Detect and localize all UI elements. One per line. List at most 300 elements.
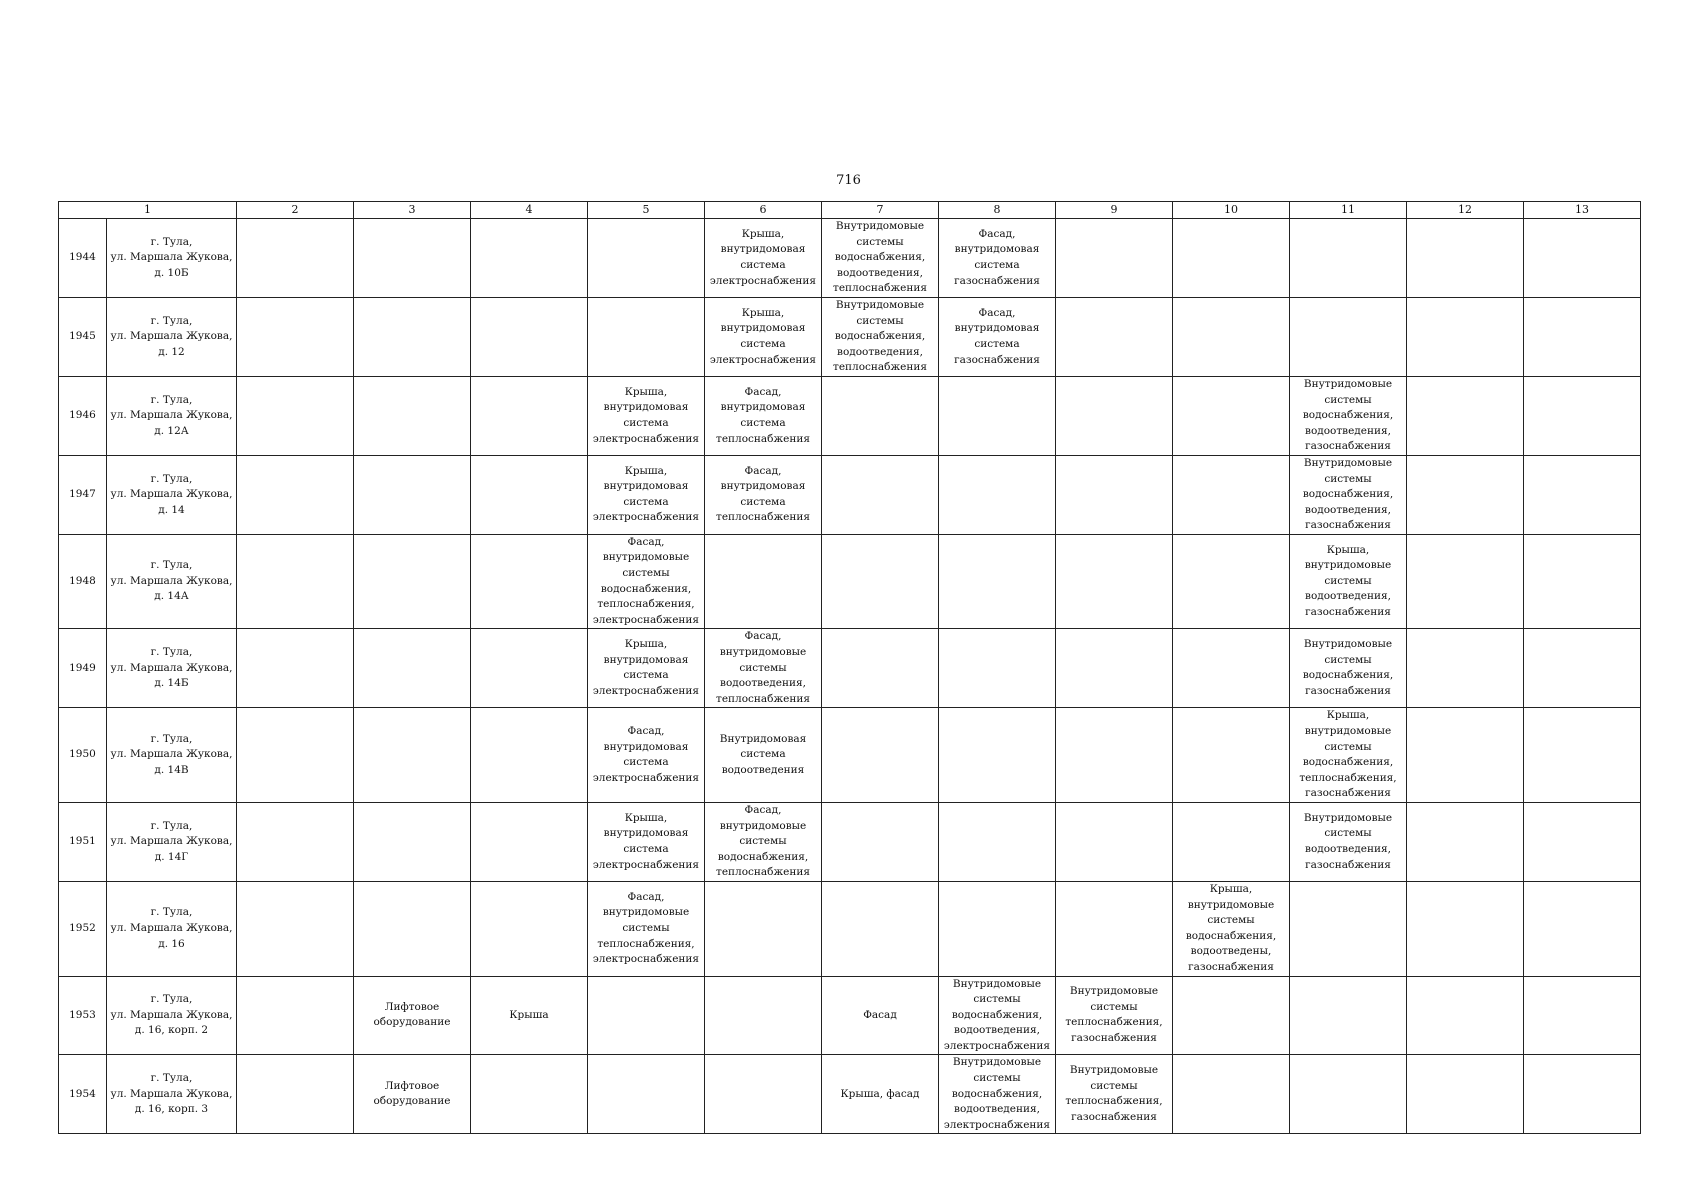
cell-col-3 xyxy=(354,297,471,376)
cell-col-10 xyxy=(1173,455,1290,534)
cell-col-9 xyxy=(1056,976,1173,1055)
cell-col-9 xyxy=(1056,881,1173,976)
address-line: д. 16, корп. 3 xyxy=(134,1103,209,1116)
cell-col-12 xyxy=(1407,629,1524,708)
cell-text-line: система xyxy=(623,756,669,769)
cell-col-7 xyxy=(822,802,939,881)
table-row xyxy=(59,219,1641,298)
cell-text-line: Крыша, xyxy=(1209,882,1253,895)
cell-text-line: система xyxy=(740,495,786,508)
cell-col-5 xyxy=(588,976,705,1055)
cell-col-3 xyxy=(354,629,471,708)
cell-text-line: оборудование xyxy=(373,1016,451,1029)
table-row xyxy=(59,802,1641,881)
cell-text-line: водоотведения, xyxy=(720,677,806,690)
cell-col-4 xyxy=(471,455,588,534)
cell-col-13 xyxy=(1524,802,1641,881)
column-header-6: 6 xyxy=(705,202,822,219)
cell-text-line: внутридомовые xyxy=(602,551,690,564)
table-row xyxy=(59,976,1641,1055)
column-header-10: 10 xyxy=(1173,202,1290,219)
cell-text-line: внутридомовая xyxy=(603,480,689,493)
cell-text-line: Фасад, xyxy=(744,464,782,477)
address-line: г. Тула, xyxy=(150,732,193,745)
cell-text-line: электроснабжения xyxy=(592,432,700,445)
cell-text-line: внутридомовые xyxy=(1304,559,1392,572)
cell-col-7 xyxy=(822,297,939,376)
cell-text-line: водоотведения, xyxy=(954,1103,1040,1116)
cell-text-line: системы xyxy=(1324,574,1372,587)
cell-text-line: система xyxy=(974,258,1020,271)
cell-col-7 xyxy=(822,881,939,976)
cell-text-line: электроснабжения xyxy=(943,1039,1051,1052)
cell-text-line: внутридомовая xyxy=(954,322,1040,335)
cell-col-9 xyxy=(1056,376,1173,455)
cell-col-2 xyxy=(237,1055,354,1134)
address-cell xyxy=(107,455,237,534)
cell-col-4 xyxy=(471,1055,588,1134)
cell-text-line: внутридомовые xyxy=(1304,725,1392,737)
column-header-13: 13 xyxy=(1524,202,1641,219)
table-row xyxy=(59,297,1641,376)
row-number: 1947 xyxy=(59,455,107,534)
cell-col-5 xyxy=(588,455,705,534)
cell-col-9 xyxy=(1056,455,1173,534)
address-line: ул. Маршала Жукова, xyxy=(110,835,233,848)
cell-text-line: водоотведения xyxy=(721,763,805,776)
cell-col-7 xyxy=(822,455,939,534)
cell-text-line: внутридомовая xyxy=(603,827,689,840)
cell-col-2 xyxy=(237,297,354,376)
cell-col-10 xyxy=(1173,629,1290,708)
cell-col-13 xyxy=(1524,376,1641,455)
cell-col-5 xyxy=(588,219,705,298)
cell-text-line: газоснабжения xyxy=(1305,685,1391,698)
cell-text-line: Фасад, xyxy=(978,227,1016,240)
address-cell xyxy=(107,534,237,629)
address-line: г. Тула, xyxy=(150,646,193,659)
column-number-row xyxy=(59,202,1641,219)
cell-text-line: Лифтовое xyxy=(384,1000,440,1013)
cell-col-6 xyxy=(705,534,822,629)
cell-col-13 xyxy=(1524,1055,1641,1134)
cell-text-line: электроснабжения xyxy=(592,771,700,784)
cell-col-6 xyxy=(705,802,822,881)
cell-text-line: Внутридомовые xyxy=(835,298,925,311)
cell-text-line: теплоснабжения xyxy=(716,432,810,445)
cell-text-line: системы xyxy=(1324,393,1372,406)
cell-text-line: водоотведения, xyxy=(1305,590,1391,603)
cell-text-line: водоснабжения, xyxy=(834,330,926,343)
cell-text-line: Крыша, xyxy=(624,464,668,477)
cell-text-line: внутридомовая xyxy=(603,401,689,414)
cell-text-line: системы xyxy=(973,993,1021,1006)
address-line: д. 14В xyxy=(154,763,189,776)
cell-col-7 xyxy=(822,629,939,708)
cell-text-line: Внутридомовые xyxy=(1303,456,1393,469)
cell-text-line: системы xyxy=(1324,827,1372,840)
column-header-5: 5 xyxy=(588,202,705,219)
cell-col-9 xyxy=(1056,1055,1173,1134)
cell-text-line: водоснабжения, xyxy=(951,1087,1043,1100)
cell-text-line: внутридомовая xyxy=(720,322,806,335)
cell-text-line: система xyxy=(740,337,786,350)
cell-col-6 xyxy=(705,708,822,803)
cell-col-3 xyxy=(354,708,471,803)
page-number: 716 xyxy=(836,173,861,188)
cell-col-12 xyxy=(1407,881,1524,976)
cell-text-line: Крыша, xyxy=(741,306,785,319)
cell-col-8 xyxy=(939,802,1056,881)
cell-text-line: водоснабжения, xyxy=(1302,669,1394,682)
cell-col-6 xyxy=(705,376,822,455)
cell-text-line: газоснабжения xyxy=(1305,787,1391,800)
cell-text-line: Крыша, xyxy=(624,385,668,398)
cell-col-6 xyxy=(705,297,822,376)
cell-text-line: внутридомовая xyxy=(720,480,806,493)
cell-col-7 xyxy=(822,376,939,455)
cell-col-12 xyxy=(1407,455,1524,534)
cell-col-13 xyxy=(1524,629,1641,708)
cell-col-7 xyxy=(822,976,939,1055)
row-number: 1954 xyxy=(59,1055,107,1134)
address-cell xyxy=(107,802,237,881)
cell-text-line: системы xyxy=(622,567,670,580)
address-line: г. Тула, xyxy=(150,559,193,572)
cell-col-5 xyxy=(588,297,705,376)
address-line: ул. Маршала Жукова, xyxy=(110,488,233,501)
cell-col-11 xyxy=(1290,708,1407,803)
cell-text-line: внутридомовая xyxy=(603,740,689,753)
cell-col-8 xyxy=(939,534,1056,629)
cell-text-line: водоснабжения, xyxy=(951,1008,1043,1021)
column-header-8: 8 xyxy=(939,202,1056,219)
cell-col-8 xyxy=(939,881,1056,976)
cell-col-6 xyxy=(705,219,822,298)
repair-schedule-table xyxy=(58,201,1641,1134)
address-line: д. 14 xyxy=(158,503,185,516)
address-cell xyxy=(107,219,237,298)
cell-col-11 xyxy=(1290,881,1407,976)
cell-text-line: системы xyxy=(856,314,904,327)
cell-text-line: системы xyxy=(1090,1000,1138,1013)
cell-text-line: электроснабжения xyxy=(592,613,700,626)
cell-col-12 xyxy=(1407,708,1524,803)
cell-col-12 xyxy=(1407,976,1524,1055)
cell-text-line: газоснабжения xyxy=(1305,519,1391,532)
cell-col-5 xyxy=(588,802,705,881)
cell-col-2 xyxy=(237,802,354,881)
cell-text-line: Внутридомовые xyxy=(952,977,1042,990)
address-line: д. 10Б xyxy=(154,266,189,279)
cell-text-line: внутридомовая xyxy=(603,653,689,666)
cell-text-line: системы xyxy=(1090,1079,1138,1092)
cell-text-line: внутридомовая xyxy=(954,243,1040,256)
cell-text-line: системы xyxy=(856,235,904,248)
cell-col-11 xyxy=(1290,219,1407,298)
cell-col-3 xyxy=(354,1055,471,1134)
cell-col-6 xyxy=(705,881,822,976)
cell-col-5 xyxy=(588,534,705,629)
cell-text-line: системы xyxy=(739,661,787,674)
address-line: д. 12А xyxy=(154,424,189,437)
cell-col-13 xyxy=(1524,976,1641,1055)
cell-text-line: водоснабжения, xyxy=(600,582,692,595)
address-line: д. 12 xyxy=(158,345,185,358)
address-line: г. Тула, xyxy=(150,1072,193,1085)
cell-col-7 xyxy=(822,534,939,629)
cell-text-line: Лифтовое xyxy=(384,1079,440,1092)
row-number: 1951 xyxy=(59,802,107,881)
address-line: г. Тула, xyxy=(150,993,193,1006)
cell-col-3 xyxy=(354,881,471,976)
cell-text-line: водоснабжения, xyxy=(1185,929,1277,942)
cell-text-line: газоснабжения xyxy=(1305,858,1391,871)
address-line: ул. Маршала Жукова, xyxy=(110,330,233,343)
column-header-1: 1 xyxy=(59,202,237,219)
address-line: д. 16, корп. 2 xyxy=(134,1024,209,1037)
address-line: г. Тула, xyxy=(150,472,193,485)
cell-text-line: электроснабжения xyxy=(592,858,700,871)
cell-col-12 xyxy=(1407,219,1524,298)
cell-text-line: Крыша, xyxy=(741,227,785,240)
cell-text-line: газоснабжения xyxy=(954,274,1040,287)
cell-col-4 xyxy=(471,881,588,976)
column-header-4: 4 xyxy=(471,202,588,219)
address-line: г. Тула, xyxy=(150,235,193,248)
address-line: г. Тула, xyxy=(150,314,193,327)
cell-col-8 xyxy=(939,976,1056,1055)
table-row xyxy=(59,708,1641,803)
cell-col-3 xyxy=(354,376,471,455)
address-line: ул. Маршала Жукова, xyxy=(110,409,233,422)
cell-text-line: Фасад, xyxy=(978,306,1016,319)
cell-col-8 xyxy=(939,1055,1056,1134)
cell-text-line: водоснабжения, xyxy=(1302,756,1394,769)
address-cell xyxy=(107,976,237,1055)
cell-text-line: теплоснабжения xyxy=(716,692,810,705)
cell-text-line: водоотведения, xyxy=(837,266,923,279)
cell-col-6 xyxy=(705,976,822,1055)
cell-col-4 xyxy=(471,534,588,629)
cell-text-line: газоснабжения xyxy=(1188,960,1274,973)
cell-col-11 xyxy=(1290,976,1407,1055)
cell-col-11 xyxy=(1290,376,1407,455)
cell-col-11 xyxy=(1290,534,1407,629)
cell-text-line: Крыша, xyxy=(624,638,668,651)
cell-col-10 xyxy=(1173,376,1290,455)
cell-text-line: системы xyxy=(739,835,787,848)
cell-col-7 xyxy=(822,219,939,298)
cell-text-line: электроснабжения xyxy=(709,353,817,366)
cell-text-line: Фасад, xyxy=(744,385,782,398)
cell-col-7 xyxy=(822,1055,939,1134)
cell-col-3 xyxy=(354,976,471,1055)
cell-text-line: внутридомовые xyxy=(719,819,807,832)
cell-col-13 xyxy=(1524,534,1641,629)
cell-col-12 xyxy=(1407,297,1524,376)
cell-col-10 xyxy=(1173,881,1290,976)
cell-col-3 xyxy=(354,802,471,881)
cell-col-11 xyxy=(1290,802,1407,881)
cell-text-line: Внутридомовые xyxy=(835,220,925,232)
cell-col-10 xyxy=(1173,534,1290,629)
cell-col-11 xyxy=(1290,629,1407,708)
cell-text-line: Крыша, xyxy=(1326,709,1370,722)
cell-text-line: Внутридомовые xyxy=(952,1056,1042,1069)
cell-text-line: теплоснабжения xyxy=(833,361,927,374)
address-line: д. 14Б xyxy=(154,677,189,690)
address-line: д. 14Г xyxy=(154,850,189,863)
cell-text-line: Внутридомовые xyxy=(1303,638,1393,651)
table-row xyxy=(59,881,1641,976)
cell-col-5 xyxy=(588,881,705,976)
cell-col-4 xyxy=(471,976,588,1055)
address-line: ул. Маршала Жукова, xyxy=(110,251,233,264)
cell-text-line: оборудование xyxy=(373,1095,451,1108)
cell-col-6 xyxy=(705,455,822,534)
cell-col-2 xyxy=(237,629,354,708)
table-header xyxy=(59,202,1641,219)
cell-col-2 xyxy=(237,219,354,298)
cell-text-line: газоснабжения xyxy=(1305,440,1391,453)
cell-text-line: теплоснабжения xyxy=(833,282,927,295)
cell-col-13 xyxy=(1524,219,1641,298)
cell-text-line: водоотведения, xyxy=(837,345,923,358)
cell-col-4 xyxy=(471,376,588,455)
address-line: д. 14А xyxy=(154,590,189,603)
cell-col-9 xyxy=(1056,297,1173,376)
cell-text-line: Фасад, xyxy=(627,535,665,548)
cell-text-line: системы xyxy=(1207,914,1255,927)
column-header-11: 11 xyxy=(1290,202,1407,219)
cell-col-10 xyxy=(1173,976,1290,1055)
cell-col-2 xyxy=(237,708,354,803)
cell-text-line: системы xyxy=(1324,740,1372,753)
cell-text-line: система xyxy=(623,495,669,508)
cell-col-8 xyxy=(939,455,1056,534)
cell-text-line: Крыша xyxy=(509,1008,549,1021)
cell-col-10 xyxy=(1173,219,1290,298)
cell-text-line: теплоснабжения, xyxy=(1065,1095,1163,1108)
cell-col-13 xyxy=(1524,455,1641,534)
address-cell xyxy=(107,708,237,803)
cell-text-line: Крыша, xyxy=(624,811,668,824)
row-number: 1950 xyxy=(59,708,107,803)
cell-text-line: внутридомовые xyxy=(719,646,807,659)
cell-text-line: электроснабжения xyxy=(943,1118,1051,1131)
row-number: 1952 xyxy=(59,881,107,976)
address-cell xyxy=(107,1055,237,1134)
cell-col-4 xyxy=(471,219,588,298)
cell-col-8 xyxy=(939,708,1056,803)
address-line: ул. Маршала Жукова, xyxy=(110,1087,233,1100)
table-row xyxy=(59,629,1641,708)
cell-text-line: теплоснабжения, xyxy=(1065,1016,1163,1029)
cell-text-line: Внутридомовые xyxy=(1069,1064,1159,1077)
cell-text-line: Внутридомовые xyxy=(1303,377,1393,390)
address-line: г. Тула, xyxy=(150,393,193,406)
address-cell xyxy=(107,629,237,708)
cell-col-13 xyxy=(1524,708,1641,803)
cell-col-9 xyxy=(1056,802,1173,881)
cell-text-line: система xyxy=(740,258,786,271)
cell-text-line: газоснабжения xyxy=(1071,1111,1157,1124)
cell-text-line: водоотведения, xyxy=(954,1024,1040,1037)
cell-col-8 xyxy=(939,297,1056,376)
cell-text-line: Фасад, xyxy=(744,803,782,816)
cell-col-4 xyxy=(471,629,588,708)
address-line: г. Тула, xyxy=(150,906,193,919)
cell-col-3 xyxy=(354,219,471,298)
cell-text-line: Фасад xyxy=(863,1008,897,1021)
cell-col-2 xyxy=(237,976,354,1055)
cell-text-line: теплоснабжения xyxy=(716,866,810,879)
cell-text-line: система xyxy=(623,669,669,682)
cell-text-line: теплоснабжения, xyxy=(1299,771,1397,784)
table-row xyxy=(59,455,1641,534)
cell-col-5 xyxy=(588,1055,705,1134)
cell-text-line: Внутридомовые xyxy=(1069,985,1159,998)
cell-text-line: Внутридомовые xyxy=(1303,811,1393,824)
cell-text-line: Крыша, xyxy=(1326,543,1370,556)
cell-text-line: водоотведения, xyxy=(1305,503,1391,516)
address-line: г. Тула, xyxy=(150,819,193,832)
cell-col-11 xyxy=(1290,455,1407,534)
cell-col-9 xyxy=(1056,534,1173,629)
cell-text-line: система xyxy=(740,748,786,761)
cell-text-line: водоснабжения, xyxy=(1302,488,1394,501)
cell-text-line: система xyxy=(623,416,669,429)
cell-col-12 xyxy=(1407,376,1524,455)
cell-text-line: электроснабжения xyxy=(592,685,700,698)
cell-text-line: электроснабжения xyxy=(592,511,700,524)
cell-col-9 xyxy=(1056,629,1173,708)
cell-text-line: теплоснабжения xyxy=(716,511,810,524)
table-row xyxy=(59,1055,1641,1134)
cell-col-8 xyxy=(939,219,1056,298)
table-body xyxy=(59,219,1641,1134)
address-cell xyxy=(107,881,237,976)
cell-text-line: система xyxy=(740,416,786,429)
cell-col-10 xyxy=(1173,1055,1290,1134)
cell-col-5 xyxy=(588,629,705,708)
row-number: 1949 xyxy=(59,629,107,708)
address-line: ул. Маршала Жукова, xyxy=(110,1008,233,1021)
cell-col-8 xyxy=(939,376,1056,455)
cell-text-line: внутридомовая xyxy=(720,243,806,256)
cell-text-line: теплоснабжения, xyxy=(597,598,695,611)
row-number: 1946 xyxy=(59,376,107,455)
cell-text-line: водоотведения, xyxy=(1305,424,1391,437)
address-line: ул. Маршала Жукова, xyxy=(110,661,233,674)
cell-text-line: внутридомовые xyxy=(602,906,690,919)
cell-col-12 xyxy=(1407,1055,1524,1134)
cell-text-line: Фасад, xyxy=(744,630,782,643)
cell-text-line: системы xyxy=(1324,472,1372,485)
cell-col-6 xyxy=(705,629,822,708)
row-number: 1944 xyxy=(59,219,107,298)
cell-text-line: водоснабжения, xyxy=(717,850,809,863)
cell-col-10 xyxy=(1173,802,1290,881)
column-header-12: 12 xyxy=(1407,202,1524,219)
table-row xyxy=(59,534,1641,629)
cell-text-line: внутридомовая xyxy=(720,401,806,414)
cell-col-3 xyxy=(354,534,471,629)
cell-col-7 xyxy=(822,708,939,803)
cell-col-4 xyxy=(471,802,588,881)
cell-text-line: теплоснабжения, xyxy=(597,937,695,950)
